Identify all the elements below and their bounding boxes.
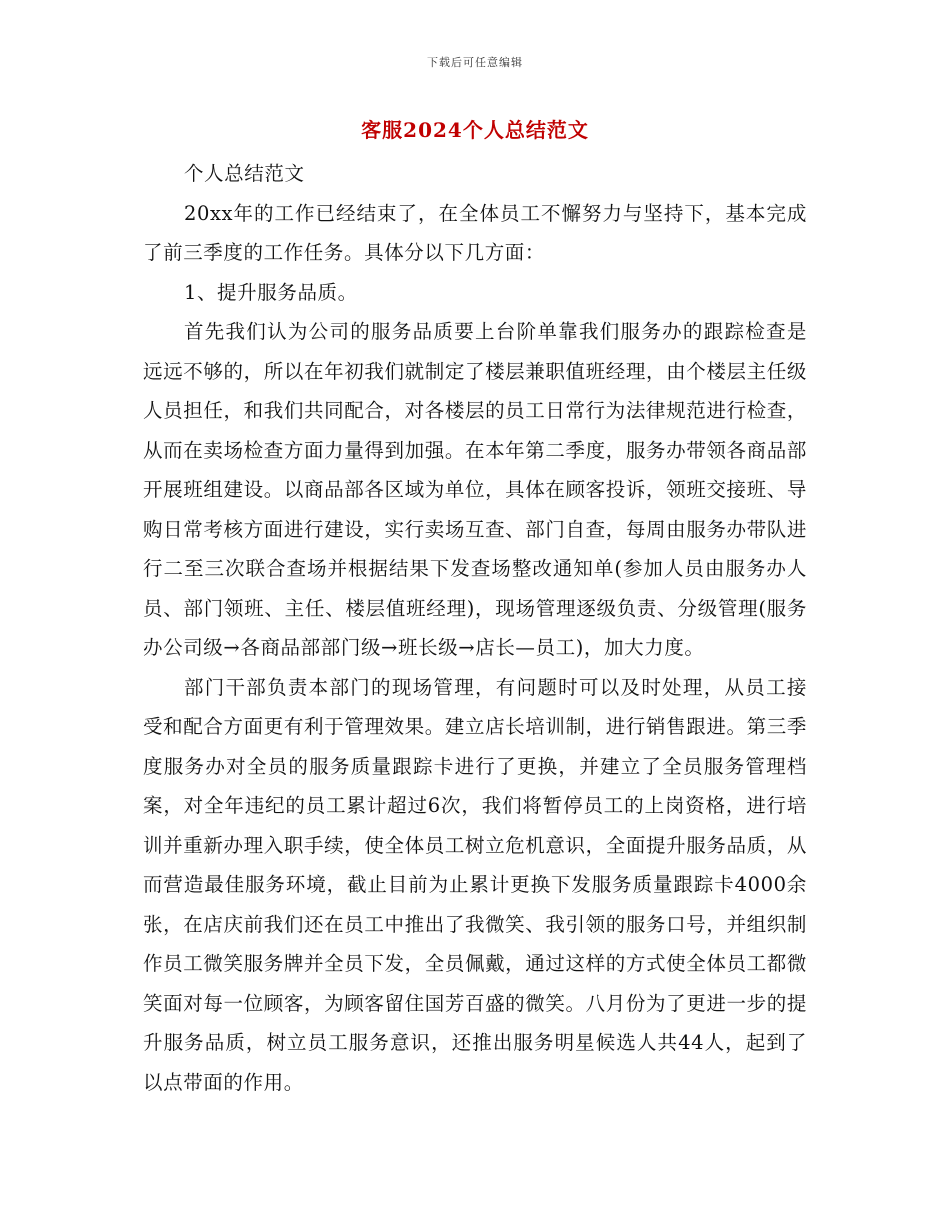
document-body bbox=[143, 154, 807, 1102]
paragraph-body-2: 部门干部负责本部门的现场管理，有问题时可以及时处理，从员工接受和配合方面更有利于管理效果。建立店长培训制，进行销售跟进。第三季度服务办对全员的服务质量跟踪卡进行了更换，并建立了全员服务管理档案，对全年违纪的员工累计超过6次，我们将暂停员工的上岗资格，进行培训并重新办理入职手续，使全体员工树立危机意识，全面提升服务品质，从而营造最佳服务环境，截止目前为止累计更换下发服务质量跟踪卡4000余张，在店庆前我们还在员工中推出了我微笑、我引领的服务口号，并组织制作员工微笑服务牌并全员下发，全员佩戴，通过这样的方式使全体员工都微笑面对每一位顾客，为顾客留住国芳百盛的微笑。八月份为了更进一步的提升服务品质，树立员工服务意识，还推出服务明星候选人共44人，起到了以点带面的作用。 bbox=[143, 675, 807, 1094]
paragraph-section-heading: 1、提升服务品质。 bbox=[183, 280, 358, 304]
paragraph-body-1: 首先我们认为公司的服务品质要上台阶单靠我们服务办的跟踪检查是远远不够的，所以在年初我们就制定了楼层兼职值班经理，由个楼层主任级人员担任，和我们共同配合，对各楼层的员工日常行为法律规范进行检查，从而在卖场检查方面力量得到加强。在本年第二季度，服务办带领各商品部开展班组建设。以商品部各区域为单位，具体在顾客投诉，领班交接班、导购日常考核方面进行建设，实行卖场互查、部门自查，每周由服务办带队进行二至三次联合查场并根据结果下发查场整改通知单(参加人员由服务办人员、部门领班、主任、楼层值班经理)，现场管理逐级负责、分级管理(服务办公司级→各商品部部门级→班长级→店长—员工)，加大力度。 bbox=[143, 320, 807, 659]
paragraph-intro: 20xx年的工作已经结束了，在全体员工不懈努力与坚持下，基本完成了前三季度的工作任务。具体分以下几方面： bbox=[143, 201, 807, 264]
header-note: 下载后可任意编辑 bbox=[427, 56, 523, 69]
document-title: 客服2024个人总结范文 bbox=[361, 118, 589, 142]
paragraph-subtitle: 个人总结范文 bbox=[183, 162, 305, 185]
